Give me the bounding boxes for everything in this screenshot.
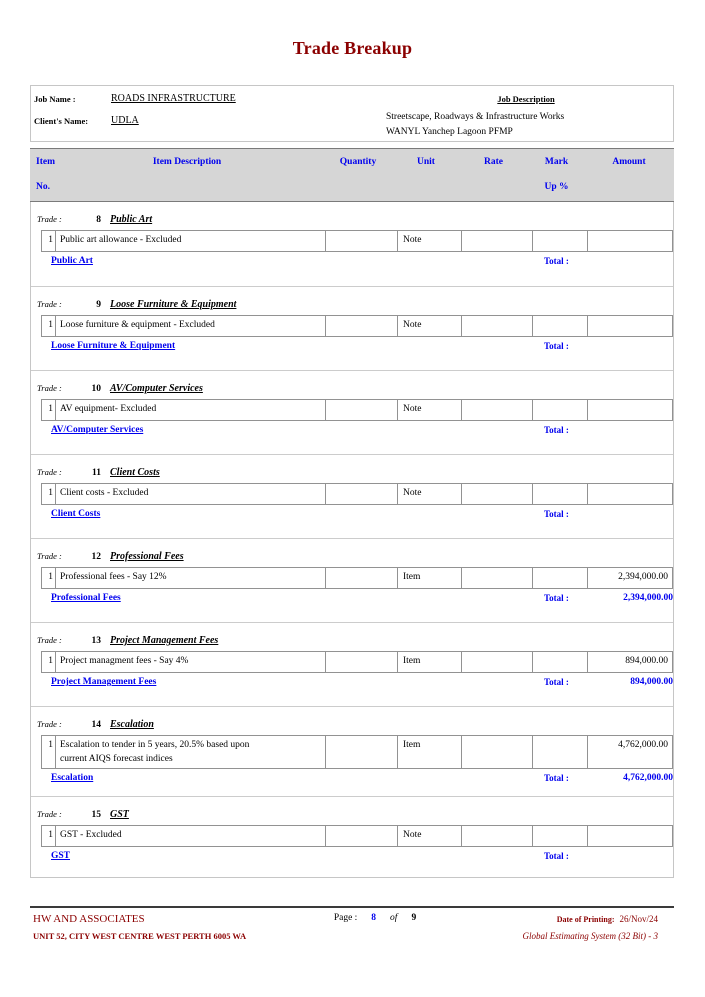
trade-total-row [31, 508, 673, 524]
item-markup-cell [532, 568, 587, 588]
trade-label: Trade : [37, 809, 62, 819]
item-rate-cell [461, 826, 532, 846]
trade-name: Loose Furniture & Equipment [110, 299, 237, 310]
item-rate-cell [461, 316, 532, 336]
total-amount: 2,394,000.00 [623, 593, 673, 603]
trade-section [31, 538, 673, 622]
item-description-cell [55, 826, 325, 846]
header-rate: Rate [484, 157, 503, 167]
item-quantity-cell [325, 826, 397, 846]
trade-total-link[interactable]: AV/Computer Services [51, 425, 144, 435]
trade-section [31, 454, 673, 538]
item-rate-cell [461, 568, 532, 588]
trade-number: 10 [91, 384, 101, 394]
trade-name: Professional Fees [110, 551, 184, 562]
trade-number: 13 [91, 636, 101, 646]
item-quantity-cell [325, 316, 397, 336]
item-row [41, 825, 673, 847]
item-quantity-cell [325, 231, 397, 251]
trade-total-link[interactable]: GST [51, 851, 71, 861]
printing-label: Date of Printing: [556, 915, 615, 924]
trade-label: Trade : [37, 467, 62, 477]
trade-total-row [31, 772, 673, 788]
item-row [41, 735, 673, 769]
total-label: Total : [544, 425, 569, 435]
trade-number: 11 [92, 468, 101, 478]
item-markup-cell [532, 652, 587, 672]
total-label: Total : [544, 593, 569, 603]
date-of-printing [557, 914, 658, 924]
trade-total-link[interactable]: Client Costs [51, 509, 101, 519]
trade-total-row [31, 592, 673, 608]
item-amount-cell [587, 400, 672, 420]
item-unit-cell: Note [397, 231, 461, 251]
trade-label: Trade : [37, 551, 62, 561]
trade-header [31, 797, 673, 820]
trade-number: 14 [91, 720, 101, 730]
item-description-line1: Escalation to tender in 5 years, 20.5% based upon [60, 740, 250, 750]
item-amount-cell [587, 484, 672, 504]
trade-header [31, 371, 673, 394]
header-mark: Mark [544, 157, 569, 167]
item-number: 1 [48, 404, 53, 414]
trade-total-row [31, 676, 673, 692]
header-up-pct: Up % [544, 182, 569, 192]
trade-header [31, 707, 673, 730]
item-amount-cell: 894,000.00 [587, 652, 672, 672]
item-row [41, 399, 673, 421]
item-markup-cell [532, 484, 587, 504]
item-number: 1 [48, 320, 53, 330]
item-amount-cell: 4,762,000.00 [587, 736, 672, 768]
item-unit-cell: Note [397, 316, 461, 336]
item-description-cell [55, 652, 325, 672]
job-description-label: Job Description [497, 94, 555, 104]
item-number: 1 [48, 830, 53, 840]
total-label: Total : [544, 509, 569, 519]
header-item-description: Item Description [152, 157, 222, 167]
total-label: Total : [544, 256, 569, 266]
trade-total-link[interactable]: Public Art [51, 256, 93, 266]
trade-label: Trade : [37, 635, 62, 645]
system-name: Global Estimating System (32 Bit) - 3 [522, 931, 658, 941]
trade-label: Trade : [37, 299, 62, 309]
footer-address: UNIT 52, CITY WEST CENTRE WEST PERTH 6005 WA [33, 931, 247, 941]
job-name-value: ROADS INFRASTRUCTURE [111, 93, 236, 104]
item-description-line1: GST - Excluded [60, 830, 122, 840]
trade-name: Project Management Fees [110, 635, 219, 646]
header-amount: Amount [612, 157, 646, 167]
table-column-headers [30, 148, 674, 202]
header-unit: Unit [417, 157, 435, 167]
page-label: Page : [333, 913, 358, 923]
client-name-value: UDLA [111, 115, 139, 126]
job-description-line2: WANYL Yanchep Lagoon PFMP [386, 127, 513, 137]
item-row [41, 230, 673, 252]
item-rate-cell [461, 484, 532, 504]
item-description-line1: Professional fees - Say 12% [60, 572, 167, 582]
trade-total-row [31, 850, 673, 866]
trade-name: Client Costs [110, 467, 160, 478]
item-quantity-cell [325, 736, 397, 768]
item-number: 1 [48, 740, 53, 750]
item-markup-cell [532, 231, 587, 251]
footer-divider [30, 906, 674, 908]
trade-name: Public Art [110, 214, 153, 225]
item-quantity-cell [325, 484, 397, 504]
item-number: 1 [48, 235, 53, 245]
total-label: Total : [544, 773, 569, 783]
page-total: 9 [411, 913, 417, 923]
item-description-cell [55, 568, 325, 588]
item-markup-cell [532, 736, 587, 768]
trade-name: GST [110, 809, 129, 820]
trade-section [31, 706, 673, 796]
trade-section [31, 370, 673, 454]
printing-date: 26/Nov/24 [619, 914, 658, 924]
trade-header [31, 539, 673, 562]
item-markup-cell [532, 826, 587, 846]
header-quantity: Quantity [339, 157, 377, 167]
item-description-cell [55, 231, 325, 251]
item-quantity-cell [325, 568, 397, 588]
item-amount-cell [587, 231, 672, 251]
total-label: Total : [544, 341, 569, 351]
item-description-line1: Client costs - Excluded [60, 488, 149, 498]
item-description-cell [55, 400, 325, 420]
item-amount-cell: 2,394,000.00 [587, 568, 672, 588]
item-description-line1: AV equipment- Excluded [60, 404, 157, 414]
job-info-box [30, 85, 674, 142]
item-markup-cell [532, 400, 587, 420]
job-name-label: Job Name : [34, 94, 76, 104]
footer-company: HW AND ASSOCIATES [33, 913, 145, 925]
trade-section [31, 622, 673, 706]
trade-total-link[interactable]: Loose Furniture & Equipment [51, 341, 176, 351]
item-number: 1 [48, 656, 53, 666]
trade-section [31, 202, 673, 286]
page-title: Trade Breakup [292, 38, 413, 58]
trade-header [31, 202, 673, 225]
trade-name: AV/Computer Services [110, 383, 203, 394]
trade-total-row [31, 340, 673, 356]
client-name-label: Client's Name: [34, 116, 89, 126]
trade-number: 15 [91, 810, 101, 820]
trade-total-link[interactable]: Professional Fees [51, 593, 121, 603]
item-rate-cell [461, 400, 532, 420]
item-row [41, 567, 673, 589]
trade-header [31, 623, 673, 646]
trade-total-row [31, 255, 673, 271]
item-row [41, 651, 673, 673]
trade-number: 8 [96, 215, 101, 225]
total-label: Total : [544, 677, 569, 687]
item-unit-cell: Item [397, 652, 461, 672]
total-amount: 4,762,000.00 [623, 773, 673, 783]
item-description-line1: Public art allowance - Excluded [60, 235, 182, 245]
item-rate-cell [461, 652, 532, 672]
item-unit-cell: Note [397, 484, 461, 504]
trade-total-link[interactable]: Project Management Fees [51, 677, 157, 687]
item-unit-cell: Item [397, 736, 461, 768]
item-number: 1 [48, 572, 53, 582]
item-description-cell [55, 484, 325, 504]
item-row [41, 483, 673, 505]
item-description-cell [55, 736, 325, 768]
item-description-line2: current AIQS forecast indices [60, 754, 173, 764]
item-description-cell [55, 316, 325, 336]
trade-number: 9 [96, 300, 101, 310]
total-label: Total : [544, 851, 569, 861]
item-rate-cell [461, 231, 532, 251]
job-description-line1: Streetscape, Roadways & Infrastructure Works [386, 112, 565, 122]
item-description-line1: Project managment fees - Say 4% [60, 656, 189, 666]
trade-header [31, 455, 673, 478]
item-amount-cell [587, 316, 672, 336]
trade-section [31, 796, 673, 866]
item-description-line1: Loose furniture & equipment - Excluded [60, 320, 215, 330]
trade-total-row [31, 424, 673, 440]
page-number: 8 [371, 913, 377, 923]
trade-label: Trade : [37, 719, 62, 729]
item-unit-cell: Note [397, 826, 461, 846]
item-unit-cell: Item [397, 568, 461, 588]
item-quantity-cell [325, 400, 397, 420]
item-row [41, 315, 673, 337]
trade-label: Trade : [37, 383, 62, 393]
item-amount-cell [587, 826, 672, 846]
page-of-label: of [390, 913, 398, 923]
item-markup-cell [532, 316, 587, 336]
trade-section [31, 286, 673, 370]
trade-header [31, 287, 673, 310]
trade-total-link[interactable]: Escalation [51, 773, 94, 783]
table-body [30, 202, 674, 878]
page-indicator [300, 913, 450, 923]
item-unit-cell: Note [397, 400, 461, 420]
trade-label: Trade : [37, 214, 62, 224]
total-amount: 894,000.00 [630, 677, 673, 687]
item-number: 1 [48, 488, 53, 498]
header-item: Item [36, 157, 55, 167]
header-no: No. [36, 182, 50, 192]
item-rate-cell [461, 736, 532, 768]
item-quantity-cell [325, 652, 397, 672]
trade-number: 12 [91, 552, 101, 562]
trade-name: Escalation [110, 719, 154, 730]
